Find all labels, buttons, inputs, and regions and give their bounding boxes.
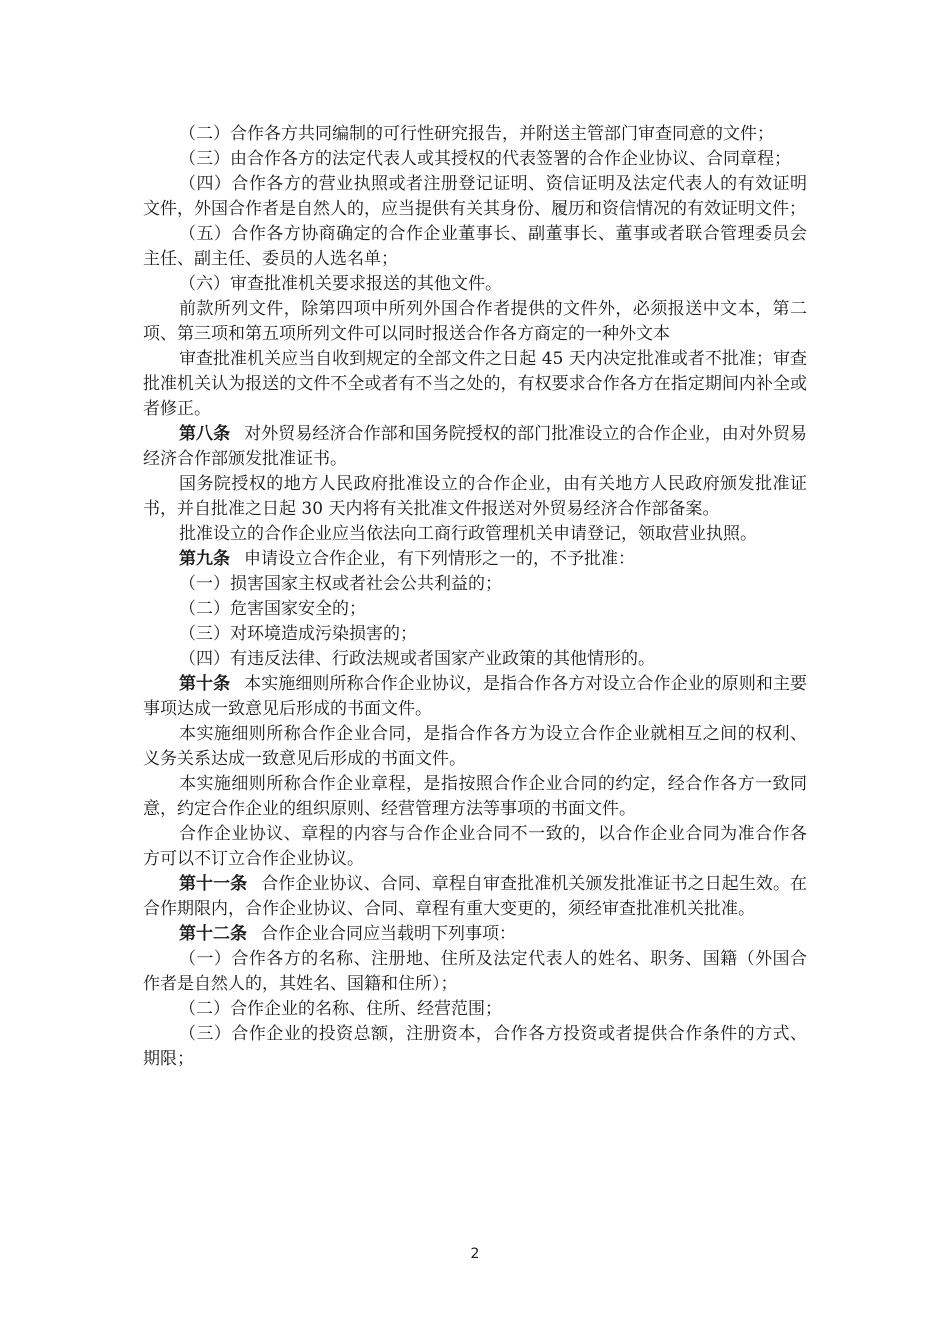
paragraph-text: （二）合作各方共同编制的可行性研究报告，并附送主管部门审查同意的文件； <box>179 124 774 144</box>
article-paragraph <box>143 672 807 722</box>
paragraph <box>143 122 807 147</box>
paragraph <box>143 147 807 172</box>
paragraph-text: 前款所列文件，除第四项中所列外国合作者提供的文件外，必须报送中文本，第二项、第三项和第五项所列文件可以同时报送合作各方商定的一种外文本 <box>143 299 807 344</box>
article-paragraph <box>143 547 807 572</box>
article-heading: 第九条 <box>179 549 230 569</box>
paragraph <box>143 347 807 422</box>
paragraph-text: （六）审查批准机关要求报送的其他文件。 <box>179 274 502 294</box>
paragraph <box>143 947 807 997</box>
article-heading: 第十条 <box>179 674 231 694</box>
paragraph-text: 国务院授权的地方人民政府批准设立的合作企业，由有关地方人民政府颁发批准证书，并自批准之日起 30 天内将有关批准文件报送对外贸易经济合作部备案。 <box>143 474 807 519</box>
article-paragraph <box>143 872 807 922</box>
paragraph-text: （二）合作企业的名称、住所、经营范围； <box>179 999 502 1019</box>
paragraph-text: 本实施细则所称合作企业章程，是指按照合作企业合同的约定，经合作各方一致同意，约定合作企业的组织原则、经营管理方法等事项的书面文件。 <box>143 774 807 819</box>
paragraph <box>143 647 807 672</box>
paragraph <box>143 622 807 647</box>
page-number: 2 <box>470 1246 480 1262</box>
paragraph-text: （三）由合作各方的法定代表人或其授权的代表签署的合作企业协议、合同章程； <box>179 149 791 169</box>
paragraph-text: 合作企业合同应当载明下列事项： <box>261 924 516 944</box>
paragraph <box>143 297 807 347</box>
paragraph <box>143 772 807 822</box>
paragraph-text: （五）合作各方协商确定的合作企业董事长、副董事长、董事或者联合管理委员会主任、副主任、委员的人选名单； <box>143 224 807 269</box>
paragraph-text: 对外贸易经济合作部和国务院授权的部门批准设立的合作企业，由对外贸易经济合作部颁发批准证书。 <box>143 424 807 469</box>
paragraph-text: 本实施细则所称合作企业协议，是指合作各方对设立合作企业的原则和主要事项达成一致意见后形成的书面文件。 <box>143 674 807 719</box>
paragraph <box>143 172 807 222</box>
paragraph-text: （一）损害国家主权或者社会公共利益的； <box>179 574 502 594</box>
article-paragraph <box>143 422 807 472</box>
paragraph <box>143 472 807 522</box>
paragraph-text: （四）有违反法律、行政法规或者国家产业政策的其他情形的。 <box>179 649 655 669</box>
paragraph <box>143 522 807 547</box>
paragraph-text: 合作企业协议、合同、章程自审查批准机关颁发批准证书之日起生效。在合作期限内，合作企业协议、合同、章程有重大变更的，须经审查批准机关批准。 <box>143 874 808 919</box>
paragraph-text: 本实施细则所称合作企业合同，是指合作各方为设立合作企业就相互之间的权利、义务关系达成一致意见后形成的书面文件。 <box>143 724 807 769</box>
paragraph <box>143 722 807 772</box>
paragraph-text: 审查批准机关应当自收到规定的全部文件之日起 45 天内决定批准或者不批准；审查批准机关认为报送的文件不全或者有不当之处的，有权要求合作各方在指定期间内补全或者修正。 <box>143 349 807 419</box>
paragraph <box>143 822 807 872</box>
paragraph <box>143 997 807 1022</box>
paragraph-text: 批准设立的合作企业应当依法向工商行政管理机关申请登记，领取营业执照。 <box>179 524 757 544</box>
paragraph <box>143 597 807 622</box>
paragraph-text: 申请设立合作企业，有下列情形之一的，不予批准： <box>244 549 635 569</box>
paragraph-text: （一）合作各方的名称、注册地、住所及法定代表人的姓名、职务、国籍（外国合作者是自然人的，其姓名、国籍和住所）； <box>143 949 807 994</box>
document-body <box>143 122 807 1072</box>
article-heading: 第八条 <box>179 424 231 444</box>
paragraph <box>143 572 807 597</box>
article-heading: 第十一条 <box>179 874 248 894</box>
article-paragraph <box>143 922 807 947</box>
paragraph <box>143 272 807 297</box>
paragraph-text: （四）合作各方的营业执照或者注册登记证明、资信证明及法定代表人的有效证明文件，外国合作者是自然人的，应当提供有关其身份、履历和资信情况的有效证明文件； <box>143 174 807 219</box>
article-heading: 第十二条 <box>179 924 247 944</box>
paragraph <box>143 1022 807 1072</box>
paragraph-text: （三）合作企业的投资总额，注册资本，合作各方投资或者提供合作条件的方式、期限； <box>143 1024 807 1069</box>
paragraph <box>143 222 807 272</box>
paragraph-text: （二）危害国家安全的； <box>179 599 366 619</box>
paragraph-text: 合作企业协议、章程的内容与合作企业合同不一致的，以合作企业合同为准合作各方可以不订立合作企业协议。 <box>143 824 807 869</box>
paragraph-text: （三）对环境造成污染损害的； <box>179 624 417 644</box>
